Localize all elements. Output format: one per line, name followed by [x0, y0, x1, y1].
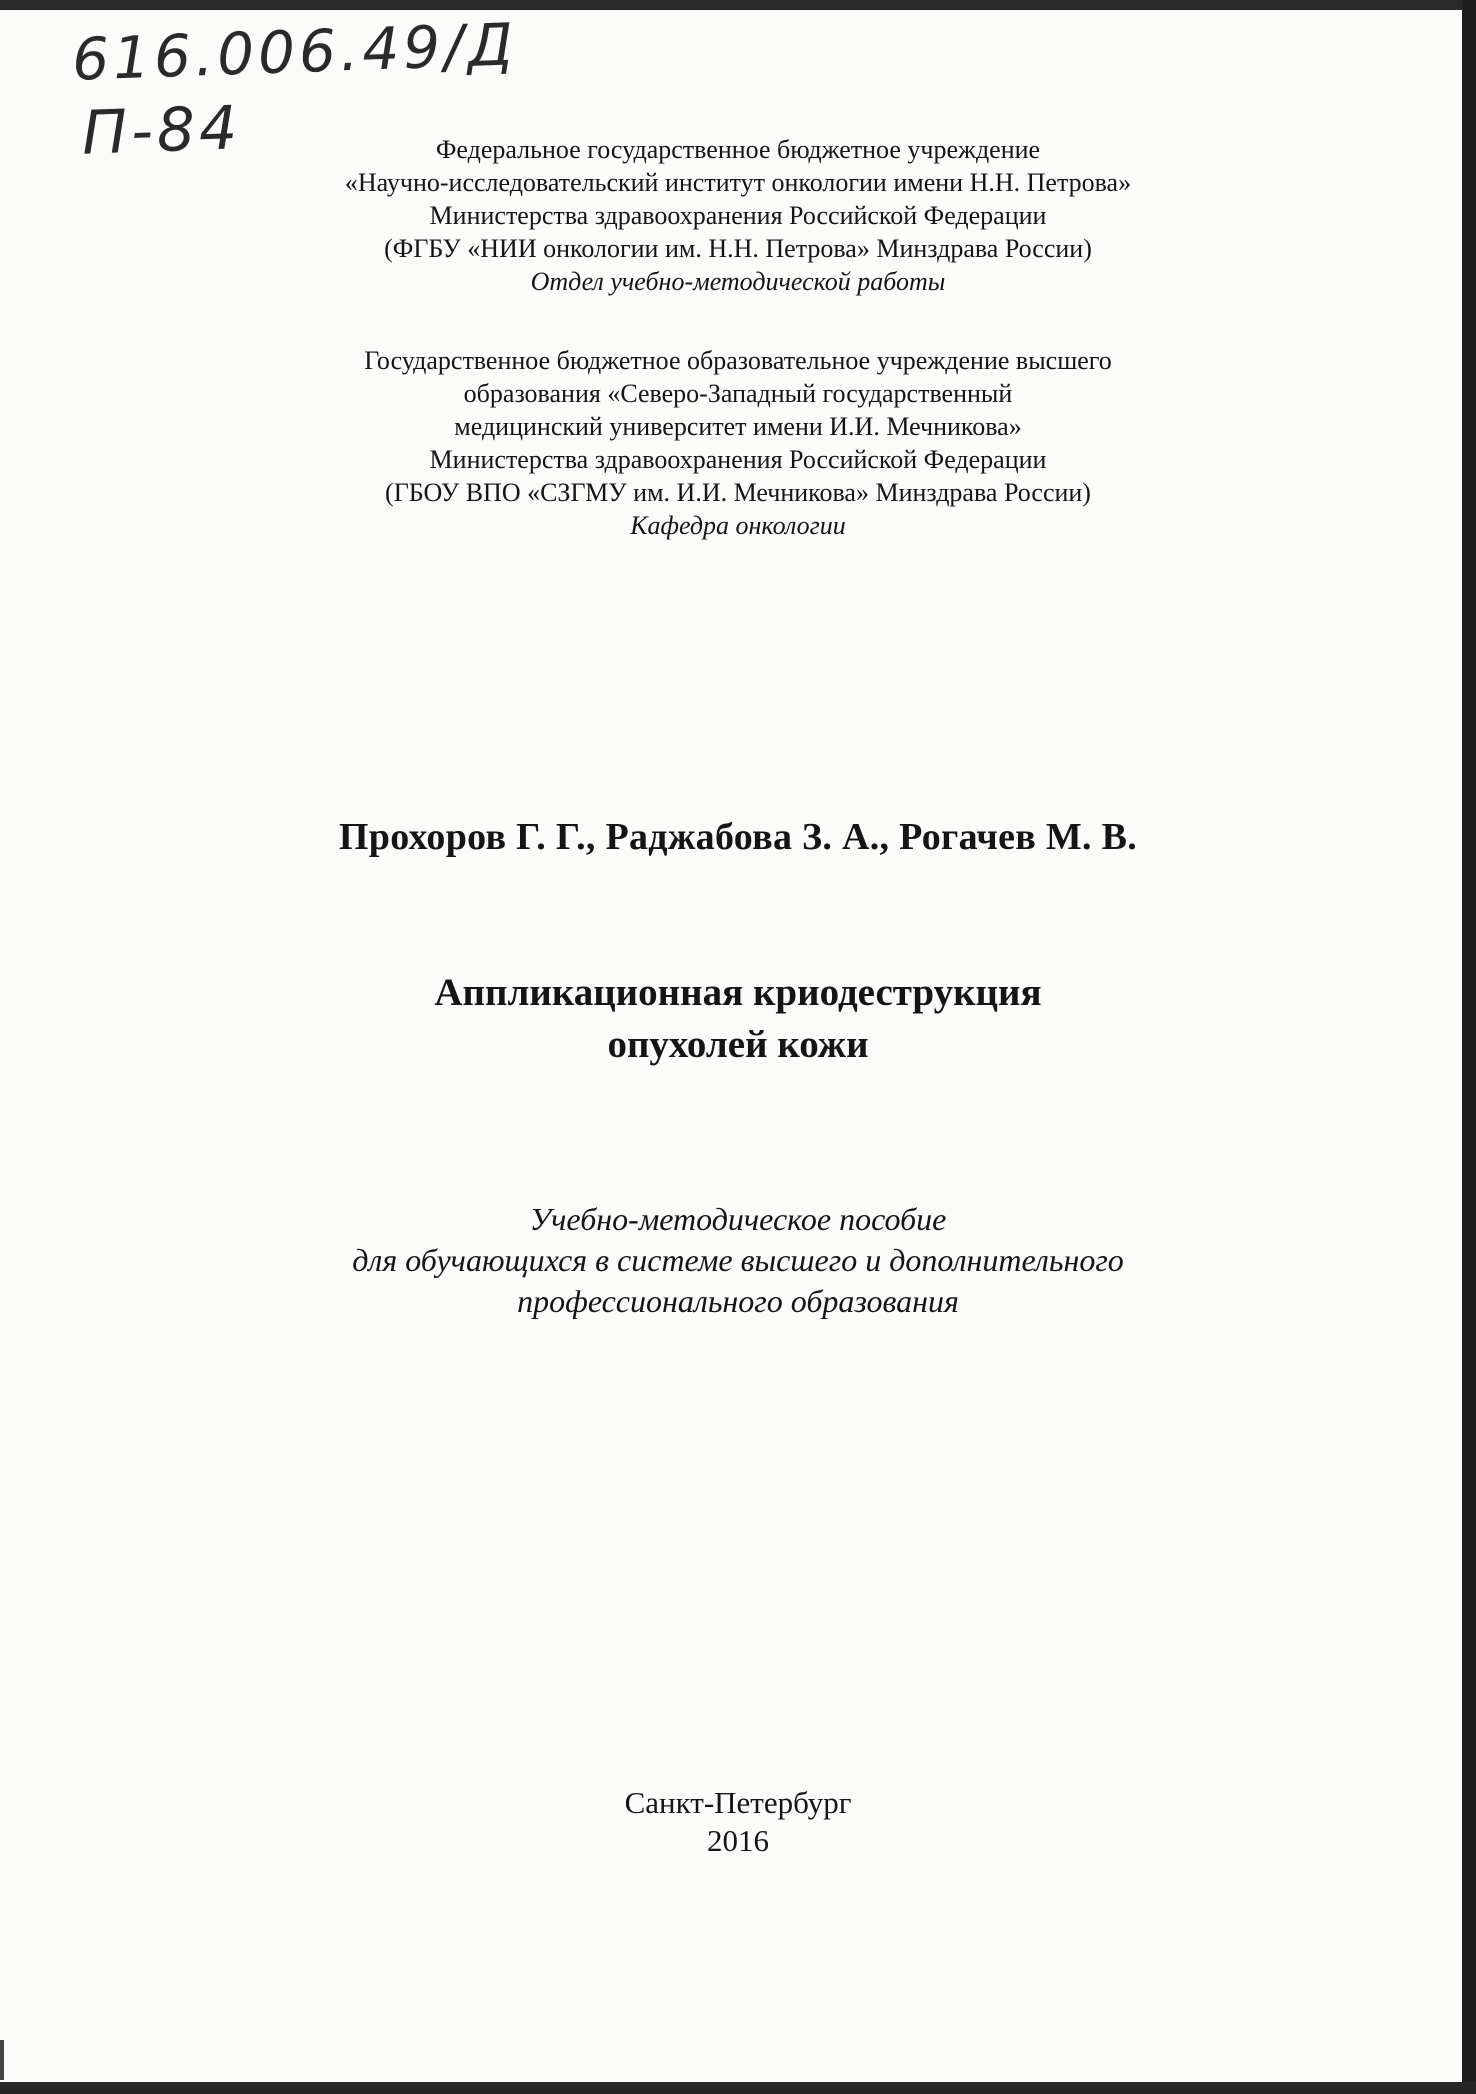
title-line: Аппликационная криодеструкция: [434, 971, 1042, 1014]
document-title: [0, 967, 1476, 1071]
institution1-line: (ФГБУ «НИИ онкологии им. Н.Н. Петрова» Минздрава России): [384, 234, 1092, 263]
subtitle-line: профессионального образования: [517, 1283, 959, 1319]
institution2-line: медицинский университет имени И.И. Мечникова»: [454, 412, 1022, 441]
institution2-line: Министерства здравоохранения Российской Федерации: [429, 445, 1047, 474]
scan-edge-left: [0, 2040, 4, 2080]
authors: Прохоров Г. Г., Раджабова З. А., Рогачев М. В.: [338, 816, 1138, 858]
subtitle-line: для обучающихся в системе высшего и дополнительного: [352, 1242, 1124, 1278]
subtitle-line: Учебно-методическое пособие: [529, 1201, 947, 1237]
institution2-line: образования «Северо-Западный государственный: [463, 379, 1013, 408]
handwritten-classification-code: 616.006.49/Д: [70, 10, 518, 94]
scan-edge-bottom: [0, 2082, 1476, 2094]
imprint-city: Санкт-Петербург: [624, 1785, 852, 1820]
imprint: [0, 1784, 1476, 1860]
institution1-department: Отдел учебно-методической работы: [530, 267, 946, 296]
institution1-line: «Научно-исследовательский институт онкологии имени Н.Н. Петрова»: [344, 168, 1132, 197]
scan-edge-top: [0, 0, 1476, 10]
institution2-line: Государственное бюджетное образовательное учреждение высшего: [364, 346, 1112, 375]
institution2-line: (ГБОУ ВПО «СЗГМУ им. И.И. Мечникова» Минздрава России): [385, 478, 1091, 507]
institution-block-2: [0, 344, 1476, 542]
imprint-year: 2016: [707, 1823, 769, 1858]
title-line: опухолей кожи: [607, 1023, 869, 1066]
institution-block-1: [0, 133, 1476, 298]
institution1-line: Министерства здравоохранения Российской Федерации: [429, 201, 1047, 230]
handwritten-shelf-mark: П-84: [80, 93, 243, 169]
institution2-department: Кафедра онкологии: [630, 511, 846, 540]
institution1-line: Федеральное государственное бюджетное учреждение: [435, 135, 1041, 164]
document-subtitle: [0, 1199, 1476, 1322]
